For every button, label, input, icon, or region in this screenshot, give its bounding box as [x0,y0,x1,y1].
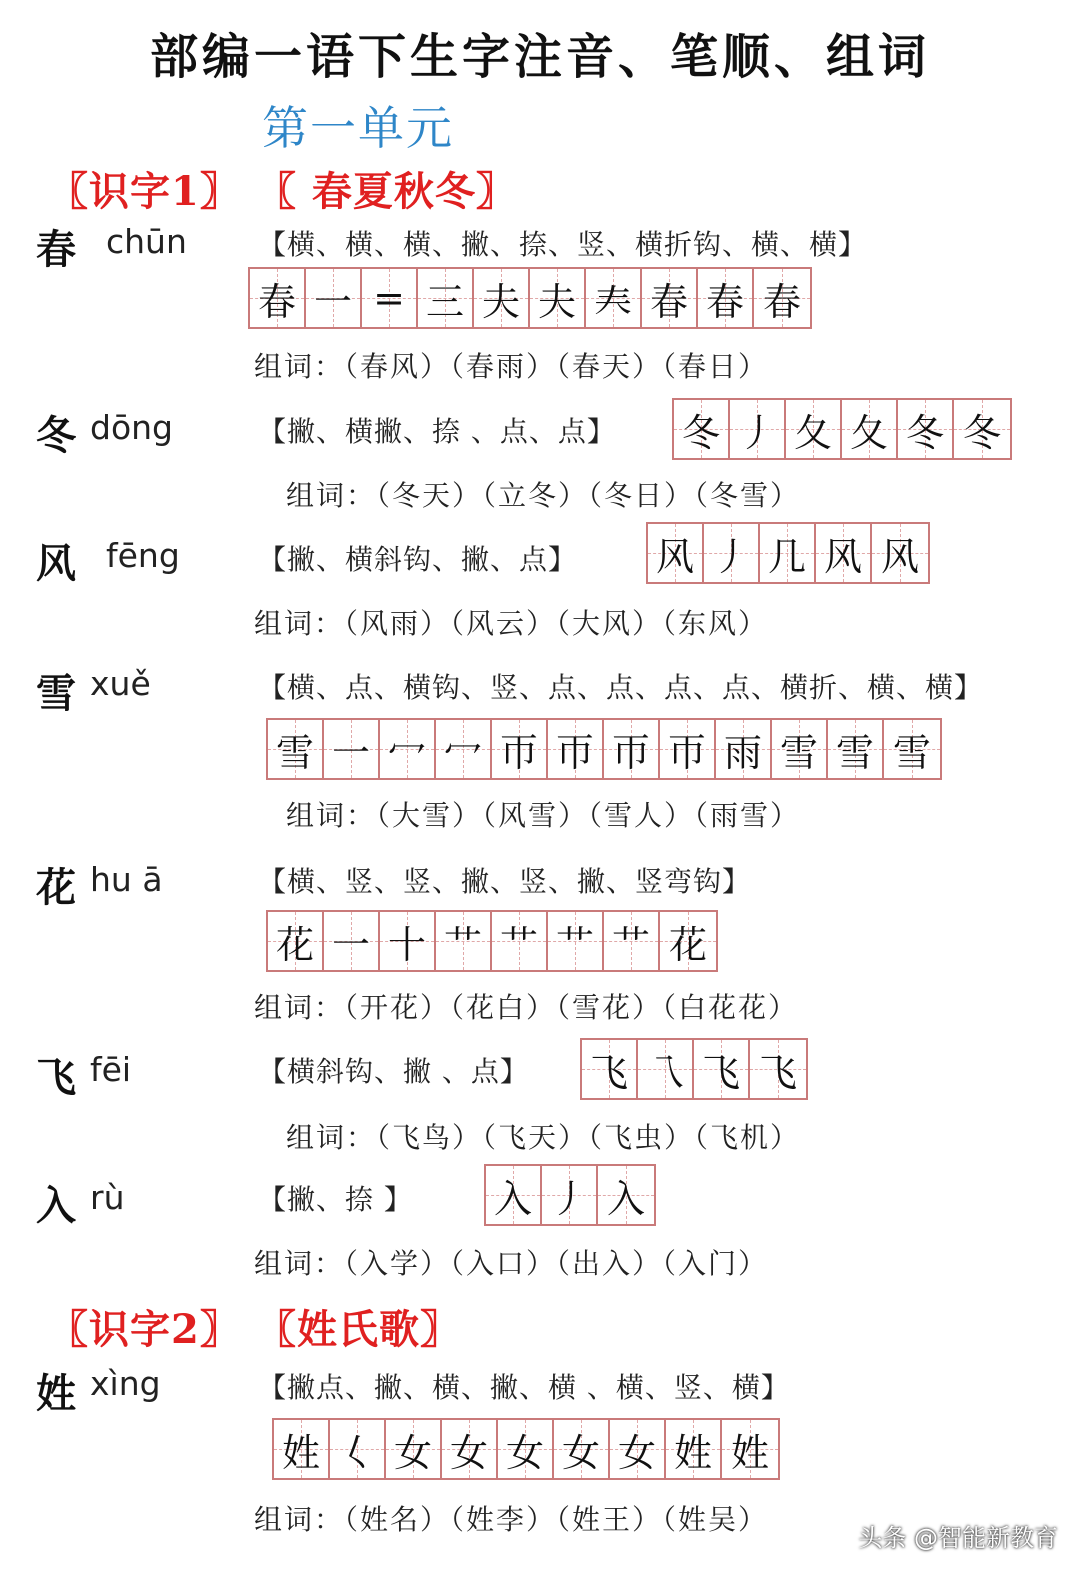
stroke-step-cell [604,720,660,778]
stroke-step-cell [380,912,436,970]
stroke-step-cell [754,269,810,327]
stroke-step-glyph: 冬 [681,410,720,455]
stroke-step-glyph: 艹 [499,922,538,967]
stroke-step-glyph: 𡿨 [337,1430,376,1475]
stroke-step-glyph: 帀 [555,730,594,775]
words-hua: 组词：（开花）（花白）（雪花）（白花花） [254,991,799,1024]
stroke-step-glyph: 姓 [281,1430,320,1475]
stroke-step-cell [436,720,492,778]
stroke-step-cell [604,912,660,970]
stroke-step-cell [362,269,418,327]
stroke-step-glyph: 春 [649,279,688,324]
stroke-step-cell [750,1040,806,1098]
stroke-step-cell [666,1420,722,1478]
stroke-step-cell [330,1420,386,1478]
lesson-2-number: 〖识字2〗 [48,1306,241,1353]
stroke-step-cell [704,524,760,582]
page-title: 部编一语下生字注音、笔顺、组词 [149,29,930,85]
stroke-grid-xing [272,1418,780,1480]
strokes-xing: 【撇点、撇、横、撇、横 、横、竖、横】 [258,1371,790,1404]
stroke-step-glyph: 雪 [275,730,314,775]
words-dong: 组词：（冬天）（立冬）（冬日）（冬雪） [286,479,801,512]
stroke-step-cell [730,400,786,458]
stroke-step-cell [386,1420,442,1478]
stroke-step-cell [660,912,716,970]
stroke-step-glyph: 𡗗 [593,279,632,324]
stroke-step-glyph: 帀 [667,730,706,775]
pinyin-xing: xìng [90,1364,161,1403]
lesson-1-number: 〖识字1〗 [48,168,241,215]
stroke-step-cell [436,912,492,970]
stroke-step-glyph: 飞 [758,1050,797,1095]
stroke-step-glyph: 女 [561,1430,600,1475]
stroke-step-cell [786,400,842,458]
stroke-step-cell [530,269,586,327]
stroke-step-glyph: 姓 [730,1430,769,1475]
words-ru: 组词：（入学）（入口）（出入）（入门） [254,1247,769,1280]
stroke-step-cell [418,269,474,327]
stroke-step-cell [872,524,928,582]
stroke-step-cell [816,524,872,582]
stroke-step-cell [610,1420,666,1478]
strokes-hua: 【横、竖、竖、撇、竖、撇、竖弯钩】 [258,865,752,898]
stroke-step-cell [268,912,324,970]
stroke-step-glyph: 一 [313,279,352,324]
stroke-step-glyph: 几 [767,534,806,579]
stroke-step-glyph: 三 [425,279,464,324]
stroke-step-glyph: 花 [275,922,314,967]
stroke-step-cell [722,1420,778,1478]
stroke-step-cell [268,720,324,778]
watermark: 头条 @智能新教育 [858,1524,1058,1552]
lesson-1-name: 〖 春夏秋冬〗 [256,168,517,215]
stroke-step-cell [586,269,642,327]
stroke-step-glyph: 丿 [737,410,776,455]
stroke-step-cell [954,400,1010,458]
stroke-step-glyph: 飞 [589,1050,628,1095]
stroke-step-glyph: 帀 [499,730,538,775]
stroke-step-cell [648,524,704,582]
stroke-step-cell [674,400,730,458]
stroke-step-cell [492,720,548,778]
words-feng: 组词：（风雨）（风云）（大风）（东风） [254,607,769,640]
stroke-step-glyph: 女 [505,1430,544,1475]
words-fei: 组词：（飞鸟）（飞天）（飞虫）（飞机） [286,1121,801,1154]
stroke-step-cell [698,269,754,327]
stroke-step-glyph: 帀 [611,730,650,775]
char-feng: 风 [36,540,76,587]
stroke-step-glyph: 雪 [779,730,818,775]
char-xing: 姓 [36,1370,76,1417]
stroke-step-glyph: 风 [655,534,694,579]
stroke-step-cell [642,269,698,327]
stroke-grid-hua [266,910,718,972]
stroke-step-glyph: 冬 [962,410,1001,455]
pinyin-ru: rù [90,1178,125,1217]
stroke-step-glyph: 花 [668,922,707,967]
stroke-step-cell [660,720,716,778]
stroke-step-cell [548,912,604,970]
stroke-step-glyph: 女 [617,1430,656,1475]
stroke-step-glyph: 雪 [835,730,874,775]
pinyin-feng: fēng [106,536,180,575]
stroke-step-cell [486,1166,542,1224]
stroke-step-cell [554,1420,610,1478]
stroke-step-glyph: 丿 [549,1176,588,1221]
strokes-fei: 【横斜钩、撇 、点】 [258,1055,529,1088]
stroke-step-glyph: 春 [705,279,744,324]
stroke-step-cell [760,524,816,582]
stroke-step-glyph: 雨 [723,730,762,775]
stroke-step-cell [694,1040,750,1098]
stroke-grid-ru [484,1164,656,1226]
stroke-step-glyph: 艹 [611,922,650,967]
pinyin-fei: fēi [90,1050,132,1089]
pinyin-dong: dōng [90,408,173,447]
stroke-step-glyph: 冖 [387,730,426,775]
stroke-step-cell [898,400,954,458]
char-ru: 入 [36,1182,76,1229]
stroke-step-cell [324,912,380,970]
unit-heading: 第一单元 [262,101,454,155]
stroke-step-cell [324,720,380,778]
stroke-step-cell [498,1420,554,1478]
stroke-step-cell [380,720,436,778]
stroke-step-glyph: 雪 [892,730,931,775]
stroke-step-glyph: = [373,276,405,320]
stroke-step-glyph: 风 [880,534,919,579]
words-xue: 组词：（大雪）（风雪）（雪人）（雨雪） [286,799,801,832]
stroke-grid-feng [646,522,930,584]
stroke-step-glyph: 乁 [645,1050,684,1095]
stroke-step-cell [274,1420,330,1478]
stroke-step-glyph: 女 [393,1430,432,1475]
strokes-feng: 【撇、横斜钩、撇、点】 [258,543,578,576]
stroke-step-cell [542,1166,598,1224]
stroke-step-glyph: 冬 [905,410,944,455]
stroke-step-cell [884,720,940,778]
stroke-step-cell [772,720,828,778]
stroke-step-cell [474,269,530,327]
stroke-step-cell [492,912,548,970]
stroke-step-glyph: 女 [449,1430,488,1475]
stroke-grid-fei [580,1038,808,1100]
stroke-grid-chun [248,267,812,329]
stroke-step-glyph: 春 [257,279,296,324]
stroke-step-glyph: 艹 [555,922,594,967]
stroke-step-glyph: 一 [331,922,370,967]
stroke-step-glyph: 入 [493,1176,532,1221]
stroke-step-glyph: 夫 [481,279,520,324]
stroke-step-glyph: 夂 [793,410,832,455]
stroke-step-cell [250,269,306,327]
stroke-step-glyph: 入 [606,1176,645,1221]
pinyin-xue: xuě [90,664,151,703]
stroke-step-glyph: 艹 [443,922,482,967]
pinyin-hua: hu ā [90,860,163,899]
words-chun: 组词：（春风）（春雨）（春天）（春日） [254,350,769,383]
char-chun: 春 [36,226,76,273]
stroke-step-glyph: 飞 [701,1050,740,1095]
stroke-step-cell [828,720,884,778]
stroke-step-cell [582,1040,638,1098]
char-hua: 花 [36,864,76,911]
pinyin-chun: chūn [106,222,187,261]
stroke-step-cell [842,400,898,458]
char-fei: 飞 [36,1054,76,1101]
stroke-step-cell [442,1420,498,1478]
stroke-step-glyph: 丿 [711,534,750,579]
words-xing: 组词：（姓名）（姓李）（姓王）（姓吴） [254,1503,769,1536]
stroke-step-glyph: 夂 [849,410,888,455]
strokes-xue: 【横、点、横钩、竖、点、点、点、点、横折、横、横】 [258,671,984,704]
stroke-step-cell [306,269,362,327]
char-dong: 冬 [36,412,76,459]
stroke-grid-xue [266,718,942,780]
stroke-step-cell [598,1166,654,1224]
stroke-step-glyph: 姓 [673,1430,712,1475]
strokes-chun: 【横、横、横、撇、捺、竖、横折钩、横、横】 [258,228,868,261]
stroke-step-glyph: 夫 [537,279,576,324]
char-xue: 雪 [36,670,76,717]
strokes-dong: 【撇、横撇、捺 、点、点】 [258,415,616,448]
stroke-step-glyph: 一 [331,730,370,775]
strokes-ru: 【撇、捺 】 [258,1183,413,1216]
stroke-grid-dong [672,398,1012,460]
stroke-step-glyph: 冖 [443,730,482,775]
stroke-step-glyph: 十 [387,922,426,967]
stroke-step-glyph: 风 [823,534,862,579]
lesson-2-name: 〖姓氏歌〗 [256,1306,461,1353]
stroke-step-cell [638,1040,694,1098]
stroke-step-cell [548,720,604,778]
stroke-step-cell [716,720,772,778]
stroke-step-glyph: 春 [762,279,801,324]
